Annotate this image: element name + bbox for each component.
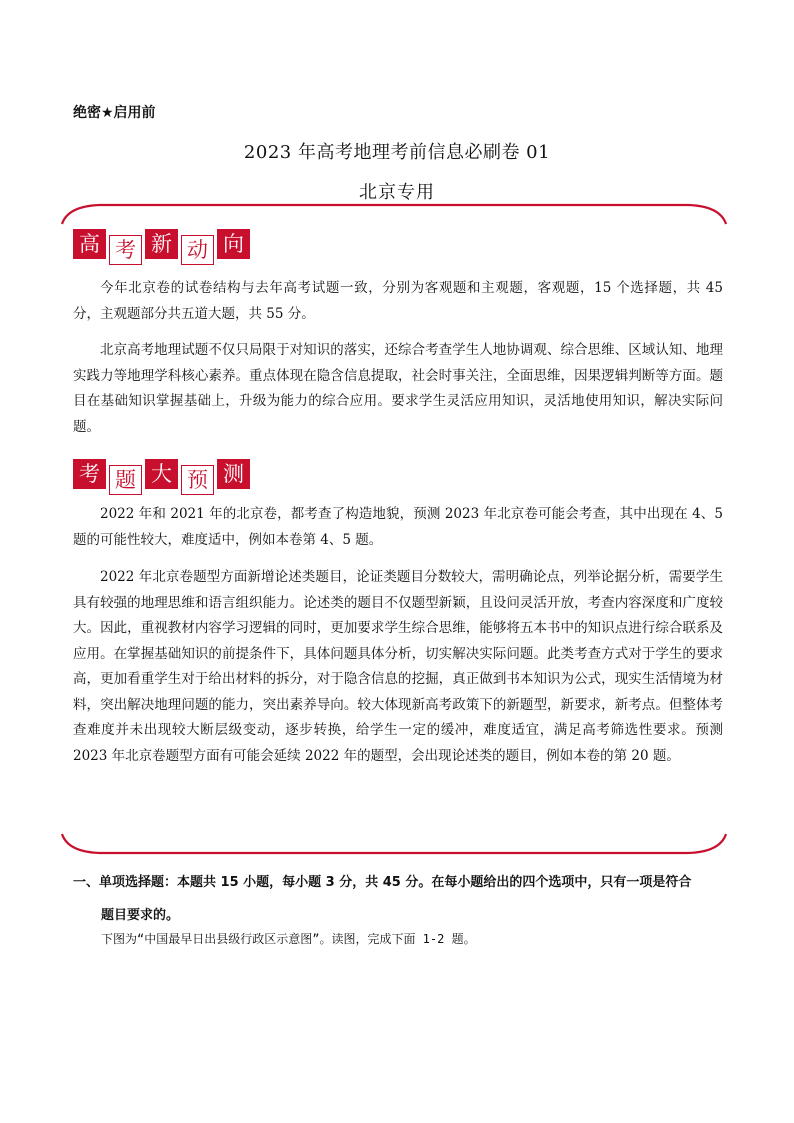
page-subtitle: 北京专用: [359, 182, 435, 203]
question-section-heading: [73, 866, 728, 932]
question-intro: 下图为“中国最早日出县级行政区示意图”。读图，完成下面 1-2 题。: [101, 932, 476, 946]
question-heading-line2: 题目要求的。: [101, 908, 180, 923]
decorative-arc-bottom: [60, 828, 728, 858]
banner-exam-prediction: [73, 459, 250, 495]
decorative-arc-top: [60, 200, 728, 230]
banner-char: 新: [145, 229, 178, 259]
section1-paragraph-2: 北京高考地理试题不仅只局限于对知识的落实，还综合考查学生人地协调观、综合思维、区域认知、地理实践力等地理学科核心素养。重点体现在隐含信息提取，社会时事关注，全面思维，因果逻辑判断等方面。题目在基础知识掌握基础上，升级为能力的综合应用。要求学生灵活应用知识，灵活地使用知识，解决实际问题。: [73, 342, 723, 435]
banner-char: 考: [73, 459, 106, 489]
banner-char: 大: [145, 459, 178, 489]
section1-paragraph-1: 今年北京卷的试卷结构与去年高考试题一致，分别为客观题和主观题，客观题，15 个选择题，共 45 分，主观题部分共五道大题，共 55 分。: [73, 280, 723, 322]
banner-char: 测: [217, 459, 250, 489]
question-heading-line1: 一、单项选择题：本题共 15 小题，每小题 3 分，共 45 分。在每小题给出的四个选项中，只有一项是符合: [73, 875, 692, 890]
secret-mark: 绝密★启用前: [73, 105, 156, 121]
section2-paragraph-1: 2022 年和 2021 年的北京卷，都考查了构造地貌，预测 2023 年北京卷可能会考查，其中出现在 4、5 题的可能性较大，难度适中，例如本卷第 4、5 题。: [73, 506, 723, 548]
banner-char: 题: [109, 465, 142, 495]
banner-char: 预: [181, 465, 214, 495]
section2-paragraph-2: 2022 年北京卷题型方面新增论述类题目，论证类题目分数较大，需明确论点，列举论据分析，需要学生具有较强的地理思维和语言组织能力。论述类的题目不仅题型新颖，且设问灵活开放，考查内容深度和广度较大。因此，重视教材内容学习逻辑的同时，更加要求学生综合思维，能够将五本书中的知识点进行综合联系及应用。在掌握基础知识的前提条件下，具体问题具体分析，切实解决实际问题。此类考查方式对于学生的要求高，更加看重学生对于给出材料的拆分，对于隐含信息的挖掘，真正做到书本知识为公式，现实生活情境为材料，突出解决地理问题的能力，突出素养导向。较大体现新高考政策下的新题型，新要求，新考点。但整体考查难度并未出现较大断层级变动，逐步转换，给学生一定的缓冲，难度适宜，满足高考筛选性要求。预测 2023 年北京卷题型方面有可能会延续 2022 年的题型，会出现论述类的题目，例如本卷的第 20 题。: [73, 569, 723, 764]
page-title: 2023 年高考地理考前信息必刷卷 01: [243, 142, 551, 163]
banner-char: 向: [217, 229, 250, 259]
banner-char: 考: [109, 235, 142, 265]
banner-char: 高: [73, 229, 106, 259]
banner-char: 动: [181, 235, 214, 265]
banner-exam-trends: [73, 229, 250, 265]
